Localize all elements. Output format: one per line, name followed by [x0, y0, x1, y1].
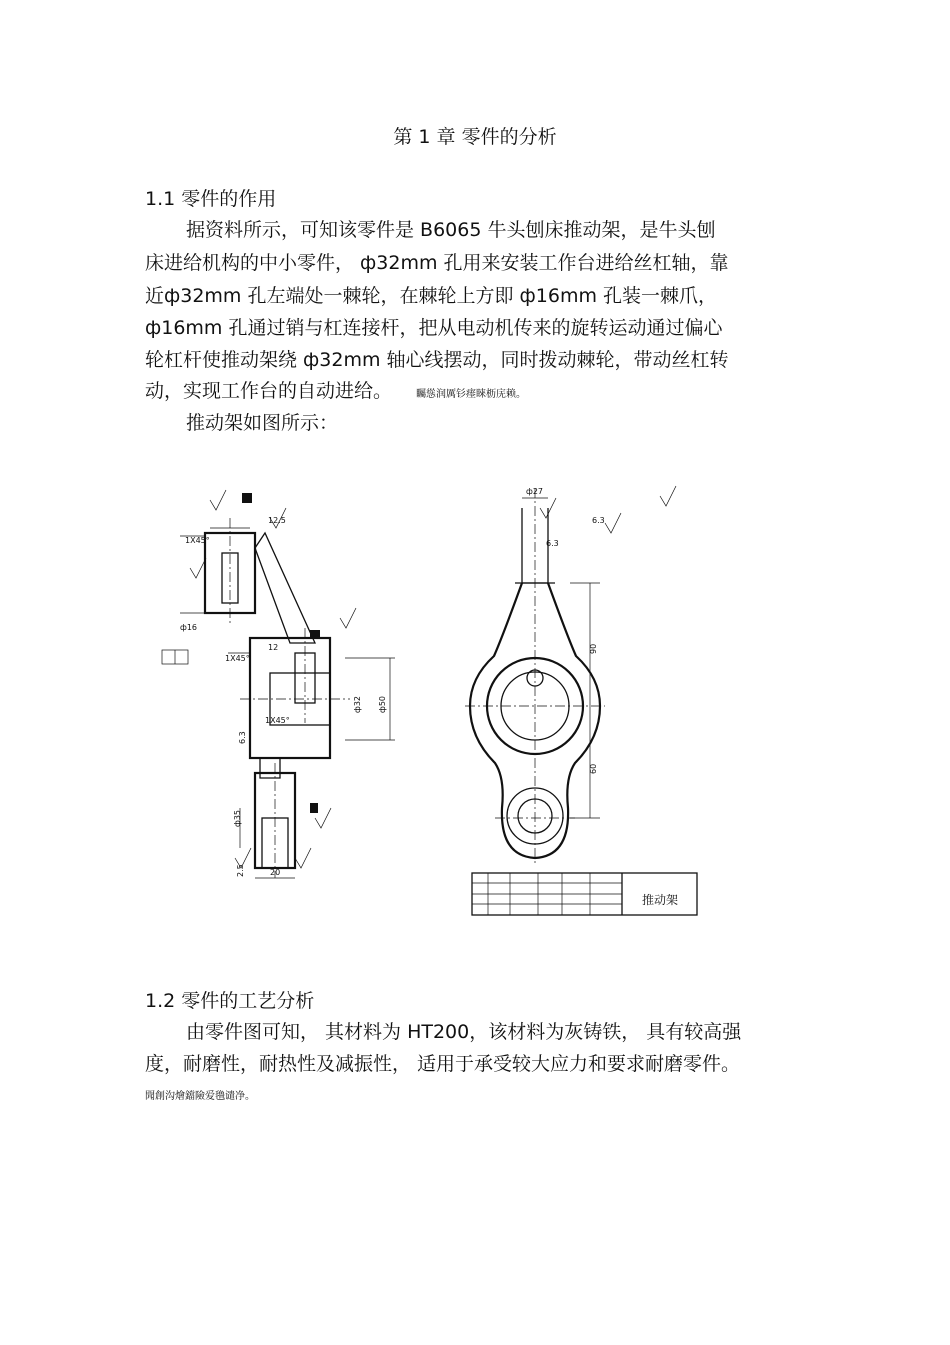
right-rough-63-small: 6.3 — [546, 539, 559, 548]
right-dim-60: 60 — [589, 763, 598, 774]
section-1-line-6 — [145, 379, 526, 403]
left-dim-20: 20 — [270, 868, 281, 877]
right-front-view — [465, 486, 676, 863]
left-rough-63: 6.3 — [238, 731, 247, 744]
left-chamfer-low: 1X45° — [265, 716, 290, 725]
section-1-line-2: 床进给机构的中小零件， ф32mm 孔用来安装工作台进给丝杠轴，靠 — [145, 252, 729, 274]
garbled-note-1: 矚慫润厲钐瘗睞枥庑赖。 — [416, 389, 527, 400]
left-chamfer-mid: 1X45° — [225, 654, 250, 663]
left-dim-d16: ф16 — [180, 623, 198, 632]
left-rough-125: 12.5 — [268, 516, 286, 525]
left-rough-25: 2.5 — [236, 864, 245, 877]
left-dim-d35: ф35 — [233, 809, 242, 827]
title-block — [472, 873, 697, 915]
left-chamfer-top: 1X45° — [185, 536, 210, 545]
section-1-line-5: 轮杠杆使推动架绕 ф32mm 轴心线摆动，同时拨动棘轮，带动丝杠转 — [145, 349, 729, 371]
chapter-title: 第 1 章 零件的分析 — [393, 126, 557, 148]
right-dim-90: 90 — [589, 643, 598, 654]
section-2-line-2: 度，耐磨性，耐热性及减振性， 适用于承受较大应力和要求耐磨零件。 — [145, 1053, 741, 1075]
left-dim-d32: ф32 — [353, 695, 362, 713]
section-2-heading: 1.2 零件的工艺分析 — [145, 990, 315, 1012]
section-1-line-1: 据资料所示，可知该零件是 B6065 牛头刨床推动架，是牛头刨 — [186, 219, 716, 241]
section-1-line-6-text: 动，实现工作台的自动进给。 — [145, 380, 393, 402]
technical-drawing — [150, 478, 810, 918]
right-rough-63: 6.3 — [592, 516, 605, 525]
left-dim-d50: ф50 — [378, 695, 387, 713]
right-dim-d27: ф27 — [526, 487, 544, 496]
section-1-line-4: ф16mm 孔通过销与杠连接杆，把从电动机传来的旋转运动通过偏心 — [145, 317, 723, 339]
section-1-line-3: 近ф32mm 孔左端处一棘轮，在棘轮上方即 ф16mm 孔装一棘爪， — [145, 285, 717, 307]
figure-caption: 推动架如图所示： — [186, 412, 339, 434]
garbled-note-2: 聞創沟燴鐺險爱氇谴净。 — [145, 1091, 255, 1102]
title-block-label: 推动架 — [642, 893, 679, 907]
left-dim-12: 12 — [268, 643, 279, 652]
section-2-line-1: 由零件图可知， 其材料为 HT200，该材料为灰铸铁， 具有较高强 — [186, 1021, 742, 1043]
section-1-heading: 1.1 零件的作用 — [145, 188, 277, 210]
left-section-view — [162, 490, 395, 878]
